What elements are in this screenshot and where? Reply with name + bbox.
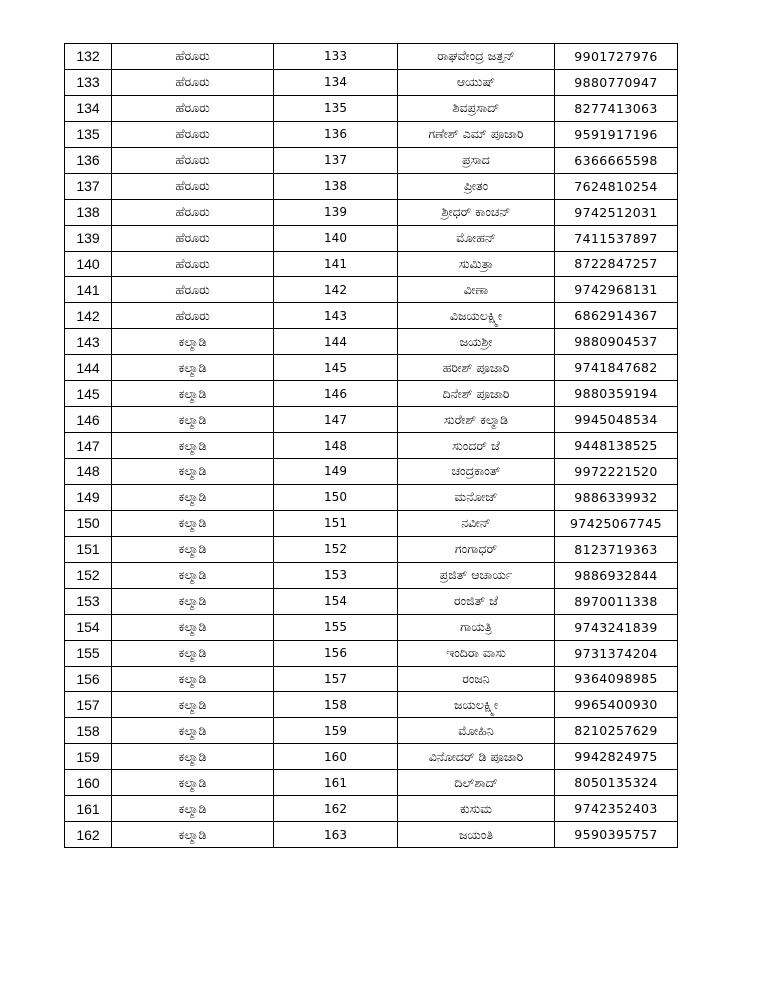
table-row xyxy=(65,588,678,614)
place-cell: ಕಲ್ಮಾಡಿ xyxy=(112,666,274,692)
serial-number-cell: 143 xyxy=(65,329,112,355)
table-row xyxy=(65,692,678,718)
table-row xyxy=(65,562,678,588)
member-name-cell: ಪ್ರಸಾದ xyxy=(398,147,555,173)
serial-number-cell: 153 xyxy=(65,588,112,614)
serial-number-cell: 146 xyxy=(65,407,112,433)
serial-number-cell: 157 xyxy=(65,692,112,718)
member-name-cell: ಪ್ರಜಿತ್ ಆಚಾರ್ಯ xyxy=(398,562,555,588)
table-row xyxy=(65,536,678,562)
place-cell: ಕಲ್ಮಾಡಿ xyxy=(112,562,274,588)
phone-number-cell: 9591917196 xyxy=(555,121,678,147)
member-name-cell: ಜಯಲಕ್ಷ್ಮೀ xyxy=(398,692,555,718)
phone-number-cell: 9743241839 xyxy=(555,614,678,640)
member-number-cell: 152 xyxy=(274,536,398,562)
member-number-cell: 135 xyxy=(274,95,398,121)
place-cell: ಕಲ್ಮಾಡಿ xyxy=(112,692,274,718)
serial-number-cell: 144 xyxy=(65,355,112,381)
phone-number-cell: 8050135324 xyxy=(555,770,678,796)
serial-number-cell: 147 xyxy=(65,433,112,459)
table-row xyxy=(65,796,678,822)
place-cell: ಹೆರೂರು xyxy=(112,277,274,303)
table-row xyxy=(65,614,678,640)
member-number-cell: 138 xyxy=(274,173,398,199)
member-number-cell: 133 xyxy=(274,44,398,70)
serial-number-cell: 162 xyxy=(65,822,112,848)
serial-number-cell: 151 xyxy=(65,536,112,562)
table-row xyxy=(65,69,678,95)
member-name-cell: ಮನೋಜ್ xyxy=(398,484,555,510)
member-number-cell: 143 xyxy=(274,303,398,329)
place-cell: ಹೆರೂರು xyxy=(112,44,274,70)
member-number-cell: 140 xyxy=(274,225,398,251)
place-cell: ಕಲ್ಮಾಡಿ xyxy=(112,640,274,666)
phone-number-cell: 9942824975 xyxy=(555,744,678,770)
serial-number-cell: 148 xyxy=(65,459,112,485)
member-name-cell: ಮೋಹನ್ xyxy=(398,225,555,251)
serial-number-cell: 132 xyxy=(65,44,112,70)
place-cell: ಕಲ್ಮಾಡಿ xyxy=(112,459,274,485)
serial-number-cell: 133 xyxy=(65,69,112,95)
phone-number-cell: 8277413063 xyxy=(555,95,678,121)
member-name-cell: ರಂಜಿತ್ ಜೆ xyxy=(398,588,555,614)
place-cell: ಕಲ್ಮಾಡಿ xyxy=(112,510,274,536)
phone-number-cell: 9880359194 xyxy=(555,381,678,407)
serial-number-cell: 152 xyxy=(65,562,112,588)
place-cell: ಕಲ್ಮಾಡಿ xyxy=(112,355,274,381)
table-row xyxy=(65,433,678,459)
member-name-cell: ಮೋಹಿನಿ xyxy=(398,718,555,744)
member-name-cell: ಸುಮಿತ್ರಾ xyxy=(398,251,555,277)
member-number-cell: 145 xyxy=(274,355,398,381)
place-cell: ಕಲ್ಮಾಡಿ xyxy=(112,381,274,407)
member-name-cell: ಇಂದಿರಾ ವಾಸು xyxy=(398,640,555,666)
place-cell: ಕಲ್ಮಾಡಿ xyxy=(112,718,274,744)
place-cell: ಕಲ್ಮಾಡಿ xyxy=(112,588,274,614)
member-number-cell: 149 xyxy=(274,459,398,485)
table-row xyxy=(65,666,678,692)
table-row xyxy=(65,770,678,796)
member-name-cell: ಶಿವಪ್ರಸಾದ್ xyxy=(398,95,555,121)
member-name-cell: ಚಂದ್ರಕಾಂತ್ xyxy=(398,459,555,485)
table-row xyxy=(65,640,678,666)
table-row xyxy=(65,407,678,433)
serial-number-cell: 156 xyxy=(65,666,112,692)
member-number-cell: 148 xyxy=(274,433,398,459)
serial-number-cell: 136 xyxy=(65,147,112,173)
member-name-cell: ರಾಘವೇಂದ್ರ ಜತ್ತನ್ xyxy=(398,44,555,70)
serial-number-cell: 161 xyxy=(65,796,112,822)
serial-number-cell: 140 xyxy=(65,251,112,277)
place-cell: ಕಲ್ಮಾಡಿ xyxy=(112,329,274,355)
serial-number-cell: 135 xyxy=(65,121,112,147)
serial-number-cell: 160 xyxy=(65,770,112,796)
table-row xyxy=(65,95,678,121)
member-name-cell: ವಿಜಯಲಕ್ಷ್ಮೀ xyxy=(398,303,555,329)
member-number-cell: 150 xyxy=(274,484,398,510)
phone-number-cell: 7411537897 xyxy=(555,225,678,251)
phone-number-cell: 6366665598 xyxy=(555,147,678,173)
phone-number-cell: 9742512031 xyxy=(555,199,678,225)
table-row xyxy=(65,121,678,147)
phone-number-cell: 9742968131 xyxy=(555,277,678,303)
table-row xyxy=(65,277,678,303)
member-number-cell: 142 xyxy=(274,277,398,303)
member-number-cell: 163 xyxy=(274,822,398,848)
member-name-cell: ಸುರೇಶ್ ಕಲ್ಮಾಡಿ xyxy=(398,407,555,433)
table-row xyxy=(65,329,678,355)
table-row xyxy=(65,718,678,744)
serial-number-cell: 134 xyxy=(65,95,112,121)
place-cell: ಹೆರೂರು xyxy=(112,121,274,147)
member-number-cell: 158 xyxy=(274,692,398,718)
phone-number-cell: 9945048534 xyxy=(555,407,678,433)
table-row xyxy=(65,44,678,70)
phone-number-cell: 7624810254 xyxy=(555,173,678,199)
member-number-cell: 159 xyxy=(274,718,398,744)
serial-number-cell: 141 xyxy=(65,277,112,303)
phone-number-cell: 9880770947 xyxy=(555,69,678,95)
table-row xyxy=(65,381,678,407)
phone-number-cell: 9965400930 xyxy=(555,692,678,718)
place-cell: ಹೆರೂರು xyxy=(112,69,274,95)
member-number-cell: 134 xyxy=(274,69,398,95)
member-number-cell: 139 xyxy=(274,199,398,225)
member-name-cell: ಜಯಶ್ರೀ xyxy=(398,329,555,355)
phone-number-cell: 9448138525 xyxy=(555,433,678,459)
phone-number-cell: 9364098985 xyxy=(555,666,678,692)
member-name-cell: ಗಂಗಾಧರ್ xyxy=(398,536,555,562)
member-name-cell: ರಂಜನಿ xyxy=(398,666,555,692)
phone-number-cell: 97425067745 xyxy=(555,510,678,536)
member-name-cell: ಗಾಯತ್ರಿ xyxy=(398,614,555,640)
serial-number-cell: 150 xyxy=(65,510,112,536)
place-cell: ಹೆರೂರು xyxy=(112,95,274,121)
phone-number-cell: 8210257629 xyxy=(555,718,678,744)
phone-number-cell: 9731374204 xyxy=(555,640,678,666)
place-cell: ಹೆರೂರು xyxy=(112,173,274,199)
table-row xyxy=(65,484,678,510)
member-name-cell: ಆಯುಷ್ xyxy=(398,69,555,95)
table-row xyxy=(65,199,678,225)
member-name-cell: ಹರೀಶ್ ಪೂಜಾರಿ xyxy=(398,355,555,381)
member-number-cell: 144 xyxy=(274,329,398,355)
member-number-cell: 146 xyxy=(274,381,398,407)
member-name-cell: ವೀಣಾ xyxy=(398,277,555,303)
table-row xyxy=(65,225,678,251)
phone-number-cell: 9880904537 xyxy=(555,329,678,355)
table-row xyxy=(65,303,678,329)
member-name-cell: ಶ್ರೀಧರ್ ಕಾಂಚನ್ xyxy=(398,199,555,225)
place-cell: ಹೆರೂರು xyxy=(112,225,274,251)
table-row xyxy=(65,459,678,485)
member-name-cell: ಜಯಂತಿ xyxy=(398,822,555,848)
place-cell: ಕಲ್ಮಾಡಿ xyxy=(112,822,274,848)
serial-number-cell: 154 xyxy=(65,614,112,640)
serial-number-cell: 139 xyxy=(65,225,112,251)
phone-number-cell: 9886932844 xyxy=(555,562,678,588)
member-name-cell: ಪ್ರೀತಂ xyxy=(398,173,555,199)
member-name-cell: ಸುಂದರ್ ಜೆ xyxy=(398,433,555,459)
member-number-cell: 162 xyxy=(274,796,398,822)
roster-table-body xyxy=(65,44,678,848)
member-number-cell: 136 xyxy=(274,121,398,147)
serial-number-cell: 137 xyxy=(65,173,112,199)
place-cell: ಕಲ್ಮಾಡಿ xyxy=(112,407,274,433)
member-number-cell: 156 xyxy=(274,640,398,666)
serial-number-cell: 158 xyxy=(65,718,112,744)
member-number-cell: 147 xyxy=(274,407,398,433)
member-number-cell: 141 xyxy=(274,251,398,277)
place-cell: ಕಲ್ಮಾಡಿ xyxy=(112,614,274,640)
table-row xyxy=(65,822,678,848)
member-name-cell: ವಿನೋದರ್ ಡಿ ಪೂಜಾರಿ xyxy=(398,744,555,770)
member-name-cell: ಕುಸುಮ xyxy=(398,796,555,822)
place-cell: ಕಲ್ಮಾಡಿ xyxy=(112,536,274,562)
member-number-cell: 161 xyxy=(274,770,398,796)
member-name-cell: ನವೀನ್ xyxy=(398,510,555,536)
serial-number-cell: 159 xyxy=(65,744,112,770)
member-number-cell: 160 xyxy=(274,744,398,770)
place-cell: ಕಲ್ಮಾಡಿ xyxy=(112,770,274,796)
member-name-cell: ದಿನೇಶ್ ಪೂಜಾರಿ xyxy=(398,381,555,407)
table-row xyxy=(65,251,678,277)
member-name-cell: ಗಣೇಶ್ ಎಮ್ ಪೂಜಾರಿ xyxy=(398,121,555,147)
phone-number-cell: 9972221520 xyxy=(555,459,678,485)
serial-number-cell: 149 xyxy=(65,484,112,510)
member-number-cell: 157 xyxy=(274,666,398,692)
place-cell: ಹೆರೂರು xyxy=(112,147,274,173)
place-cell: ಕಲ್ಮಾಡಿ xyxy=(112,796,274,822)
table-row xyxy=(65,744,678,770)
phone-number-cell: 8123719363 xyxy=(555,536,678,562)
serial-number-cell: 155 xyxy=(65,640,112,666)
table-row xyxy=(65,173,678,199)
phone-number-cell: 9590395757 xyxy=(555,822,678,848)
phone-number-cell: 9901727976 xyxy=(555,44,678,70)
serial-number-cell: 142 xyxy=(65,303,112,329)
table-row xyxy=(65,147,678,173)
place-cell: ಹೆರೂರು xyxy=(112,199,274,225)
serial-number-cell: 145 xyxy=(65,381,112,407)
member-number-cell: 154 xyxy=(274,588,398,614)
place-cell: ಕಲ್ಮಾಡಿ xyxy=(112,744,274,770)
phone-number-cell: 9742352403 xyxy=(555,796,678,822)
place-cell: ಕಲ್ಮಾಡಿ xyxy=(112,433,274,459)
member-number-cell: 151 xyxy=(274,510,398,536)
place-cell: ಕಲ್ಮಾಡಿ xyxy=(112,484,274,510)
member-number-cell: 137 xyxy=(274,147,398,173)
roster-table xyxy=(64,43,678,848)
member-number-cell: 155 xyxy=(274,614,398,640)
table-row xyxy=(65,355,678,381)
phone-number-cell: 9886339932 xyxy=(555,484,678,510)
phone-number-cell: 9741847682 xyxy=(555,355,678,381)
member-number-cell: 153 xyxy=(274,562,398,588)
place-cell: ಹೆರೂರು xyxy=(112,303,274,329)
phone-number-cell: 6862914367 xyxy=(555,303,678,329)
member-name-cell: ದಿಲ್‌ಶಾದ್ xyxy=(398,770,555,796)
place-cell: ಹೆರೂರು xyxy=(112,251,274,277)
phone-number-cell: 8722847257 xyxy=(555,251,678,277)
table-row xyxy=(65,510,678,536)
phone-number-cell: 8970011338 xyxy=(555,588,678,614)
serial-number-cell: 138 xyxy=(65,199,112,225)
